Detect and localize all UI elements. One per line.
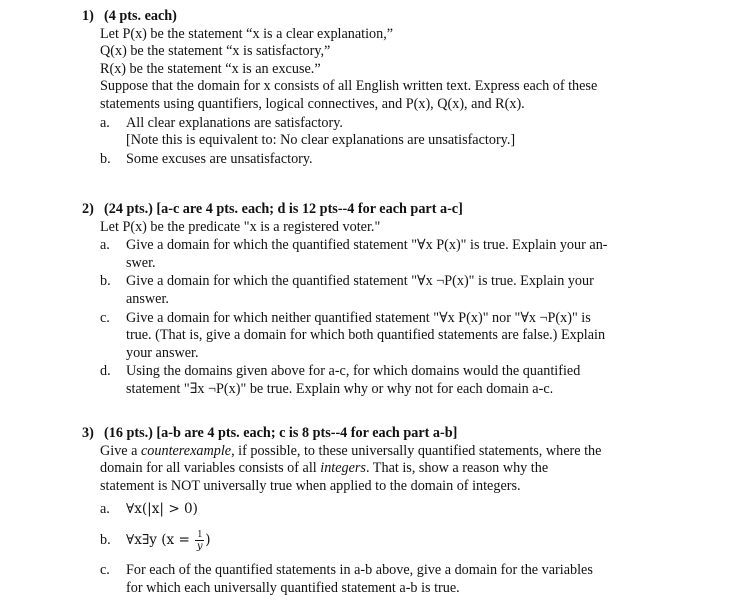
list-item [100, 237, 692, 272]
item-line: Using the domains given above for a-c, for which domains would the quantified [126, 363, 581, 380]
fraction [195, 529, 204, 552]
list-item [100, 115, 692, 133]
definition-q: Q(x) be the statement “x is satisfactory,” [100, 43, 331, 60]
emphasis-integers: integers [320, 460, 366, 477]
item-line: your answer. [126, 344, 199, 361]
item-line: Give a domain for which the quantified statement "∀x ¬P(x)" is true. Explain your [126, 273, 594, 290]
intro-text: , if possible, to these universally quantified statements, where the [231, 442, 602, 459]
item-text [126, 562, 692, 597]
item-label: a. [100, 237, 110, 254]
list-item [100, 498, 692, 520]
instruction-text: statements using quantifiers, logical connectives, and P(x), Q(x), and R(x). [100, 95, 525, 112]
definition-p: Let P(x) be the statement “x is a clear explanation,” [100, 25, 394, 42]
math-prefix: ∀x∃y (x = [126, 531, 195, 548]
item-label: b. [100, 531, 111, 548]
item-line: answer. [126, 290, 169, 307]
item-text: All clear explanations are satisfactory. [126, 114, 343, 131]
list-item [100, 525, 692, 555]
item-label: a. [100, 114, 110, 131]
question-number: 1) [82, 8, 94, 24]
intro-text: domain for all variables consists of all [100, 460, 321, 477]
item-label: b. [100, 273, 111, 290]
question-3 [82, 425, 692, 598]
definition-r: R(x) be the statement “x is an excuse.” [100, 60, 321, 77]
item-line: For each of the quantified statements in a-b above, give a domain for the variables [126, 562, 593, 579]
list-item [100, 273, 692, 308]
question-points: (4 pts. each) [104, 8, 177, 24]
domain-statement: Suppose that the domain for x consists of all English written text. Express each of these [100, 78, 598, 95]
question-number: 3) [82, 425, 94, 441]
item-line: Give a domain for which neither quantified statement "∀x P(x)" nor "∀x ¬P(x)" is [126, 309, 591, 326]
fraction-denominator: y [196, 540, 203, 552]
intro-line [100, 443, 692, 461]
intro-line [100, 460, 692, 478]
intro-line: statement is NOT universally true when applied to the domain of integers. [100, 477, 521, 494]
item-label: b. [100, 150, 111, 167]
item-text [126, 363, 692, 398]
question-2-body [100, 219, 692, 399]
item-text [126, 273, 692, 308]
math-expression: ∀x(|x| > 0) [126, 500, 198, 517]
item-line: for which each universally quantified statement a-b is true. [126, 579, 460, 596]
intro-text: . That is, show a reason why the [365, 460, 549, 477]
math-expression [126, 529, 692, 552]
list-item [100, 151, 692, 169]
item-label: d. [100, 363, 111, 380]
emphasis-counterexample: counterexample [140, 442, 232, 459]
question-1-body [100, 26, 692, 169]
item-label: a. [100, 500, 110, 517]
item-note: [Note this is equivalent to: No clear explanations are unsatisfactory.] [126, 132, 516, 149]
question-3-body [100, 443, 692, 598]
question-points: (16 pts.) [a-b are 4 pts. each; c is 8 pts--4 for each part a-b] [104, 425, 458, 441]
question-points: (24 pts.) [a-c are 4 pts. each; d is 12 pts--4 for each part a-c] [104, 201, 463, 217]
item-label: c. [100, 309, 110, 326]
item-line: swer. [126, 254, 156, 271]
item-line: statement "∃x ¬P(x)" be true. Explain why or why not for each domain a-c. [126, 380, 554, 397]
item-label: c. [100, 562, 110, 579]
question-2 [82, 201, 692, 399]
item-text [126, 310, 692, 363]
question-3-heading [82, 425, 692, 443]
list-item [100, 562, 692, 597]
fraction-numerator: 1 [197, 528, 203, 540]
list-item [100, 310, 692, 363]
list-item [100, 363, 692, 398]
predicate-definition: Let P(x) be the predicate "x is a registered voter." [100, 218, 381, 235]
item-text: Some excuses are unsatisfactory. [126, 150, 313, 167]
item-line: Give a domain for which the quantified statement "∀x P(x)" is true. Explain your an- [126, 237, 608, 254]
question-1-heading [82, 8, 692, 26]
intro-text: Give a [100, 442, 141, 459]
item-text [126, 237, 692, 272]
math-suffix: ) [205, 531, 211, 548]
question-1 [82, 8, 692, 168]
question-number: 2) [82, 201, 94, 217]
question-2-heading [82, 201, 692, 219]
item-line: true. (That is, give a domain for which both quantified statements are false.) Explain [126, 327, 606, 344]
